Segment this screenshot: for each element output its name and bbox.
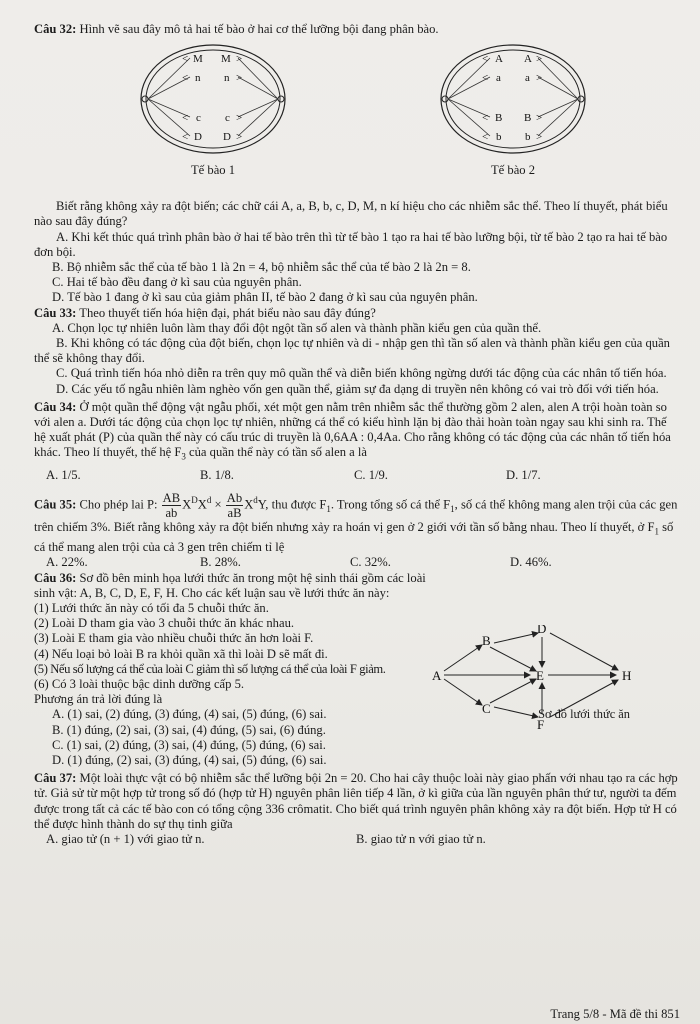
q36-prompt: Phương án trả lời đúng là <box>34 692 163 707</box>
fraction-1: $\frac{AB}{ab}$ <box>162 491 181 521</box>
svg-text:<: < <box>182 53 189 66</box>
q36-option-d[interactable]: D. (1) đúng, (2) sai, (3) đúng, (4) sai, (5) đúng, (6) sai. <box>52 752 327 767</box>
cell-2-figure <box>438 41 588 191</box>
svg-text:<: < <box>182 112 189 125</box>
node-f: F <box>537 716 545 732</box>
q36-statement-3: (3) Loài E tham gia vào nhiều chuỗi thức ăn hơn loài F. <box>34 631 314 646</box>
cell-2-chrom: a <box>525 72 530 85</box>
food-web-caption: Sơ đồ lưới thức ăn <box>538 706 630 721</box>
q36-option-c[interactable]: C. (1) sai, (2) đúng, (3) sai, (4) đúng, (5) đúng, (6) sai. <box>52 737 326 752</box>
svg-text:>: > <box>236 131 243 144</box>
cell-1-chrom: n <box>195 72 201 85</box>
q35-option-a[interactable]: A. 22%. <box>46 555 88 570</box>
q33-option-b[interactable]: B. Khi không có tác động của đột biến, chọn lọc tự nhiên và di - nhập gen thì tần số alen và thành phần kiểu gen của quần thể sẽ không thay đổi. <box>34 336 670 366</box>
q37-option-a[interactable]: A. giao tử (n + 1) với giao tử n. <box>46 831 205 846</box>
svg-text:<: < <box>182 131 189 144</box>
q36-option-a[interactable]: A. (1) sai, (2) đúng, (3) đúng, (4) sai, (5) đúng, (6) sai. <box>52 707 327 722</box>
q32-option-d[interactable]: D. Tế bào 1 đang ở kì sau của giảm phân II, tế bào 2 đang ở kì sau của nguyên phân. <box>52 290 478 305</box>
svg-text:>: > <box>236 53 243 66</box>
node-c: C <box>482 700 491 716</box>
q36-option-b[interactable]: B. (1) đúng, (2) sai, (3) sai, (4) đúng, (5) sai, (6) đúng. <box>52 722 326 737</box>
cell-2-chrom: b <box>525 131 531 144</box>
svg-text:<: < <box>482 112 489 125</box>
svg-text:>: > <box>536 112 543 125</box>
q32-option-c[interactable]: C. Hai tế bào đều đang ở kì sau của nguyên phân. <box>52 275 302 290</box>
cell-2-chrom: B <box>495 112 503 125</box>
q35-stem: Câu 35: Cho phép lai P: $\frac{AB}{ab}$ $X^DX^d$ × $\frac{Ab}{aB}$ $X^dY$, thu được $F_1$. Trong tổng số cá thể $F_1$, số cá thể không mang alen trội của các gen trên chiếm 3%. Biết rằng không xảy ra đột biến nhưng xảy ra hoán vị gen ở 2 giới với tần số bằng nhau. Theo lí thuyết, ở $F_1$ số cá thể mang alen trội của cả 3 gen trên chiếm tỉ lệ <box>34 491 678 555</box>
cell-2-chrom: B <box>524 112 532 125</box>
q32-option-a[interactable]: A. Khi kết thúc quá trình phân bào ở hai tế bào trên thì từ tế bào 1 tạo ra hai tế bào lưỡng bội, từ tế bào 2 tạo ra hai tế bào đơn bội. <box>34 229 668 259</box>
node-b: B <box>482 632 491 648</box>
q35-option-c[interactable]: C. 32%. <box>350 555 391 570</box>
svg-text:>: > <box>536 72 543 85</box>
cell-1-chrom: c <box>196 112 201 125</box>
q36-statement-2: (2) Loài D tham gia vào 3 chuỗi thức ăn khác nhau. <box>34 616 295 631</box>
cell-2-chrom: A <box>524 53 532 66</box>
q36-stem: Câu 36: Sơ đồ bên minh họa lưới thức ăn trong một hệ sinh thái gồm các loài sinh vật: A, B, C, D, E, F, H. Cho các kết luận sau về lưới thức ăn này: <box>34 570 426 600</box>
q34-stem: Câu 34: Ở một quần thể động vật ngẫu phối, xét một gen nằm trên nhiễm sắc thể thường gồm 2 alen, alen A trội hoàn toàn so với alen a. Dưới tác động của chọn lọc tự nhiên, những cá thể có kiểu hình lặn bị đào thải hoàn toàn ngay sau khi sinh ra. Thế hệ xuất phát (P) của quần thể này có cấu trúc di truyền là 0,6AA : 0,4Aa. Cho rằng không có tác động của các nhân tố tiến hóa khác. Theo lí thuyết, thế hệ $F_3$ của quần thể này có tần số alen a là <box>34 399 671 462</box>
cell-1-chrom: n <box>224 72 230 85</box>
cell-1-chrom: c <box>225 112 230 125</box>
fraction-2: $\frac{Ab}{aB}$ <box>226 491 243 521</box>
cell-1-chrom: M <box>193 53 203 66</box>
cell-2-chrom: b <box>496 131 502 144</box>
svg-text:<: < <box>482 53 489 66</box>
node-h: H <box>622 667 632 683</box>
svg-text:>: > <box>536 131 543 144</box>
q34-option-b[interactable]: B. 1/8. <box>200 468 234 483</box>
svg-text:<: < <box>482 131 489 144</box>
food-web-diagram <box>430 625 670 745</box>
q33-option-c[interactable]: C. Quá trình tiến hóa nhỏ diễn ra trên quy mô quần thể và diễn biến không ngừng dưới tác động của các nhân tố tiến hóa. <box>56 366 667 381</box>
q33-option-d[interactable]: D. Các yếu tố ngẫu nhiên làm nghèo vốn gen quần thể, giảm sự đa dạng di truyền nên không có vai trò đối với tiến hóa. <box>56 381 659 396</box>
q34-option-c[interactable]: C. 1/9. <box>354 468 388 483</box>
q34-option-a[interactable]: A. 1/5. <box>46 468 81 483</box>
cell-1-diagram <box>138 41 288 161</box>
q33-stem: Câu 33: Theo thuyết tiến hóa hiện đại, phát biểu nào sau đây đúng? <box>34 305 376 320</box>
q36-statement-6: (6) Có 3 loài thuộc bậc dinh dưỡng cấp 5. <box>34 676 245 691</box>
q32-stem: Câu 32: Hình vẽ sau đây mô tả hai tế bào ở hai cơ thể lưỡng bội đang phân bào. <box>34 22 439 36</box>
q32-intro: Biết rằng không xảy ra đột biến; các chữ cái A, a, B, b, c, D, M, n kí hiệu cho các nhiễm sắc thể. Theo lí thuyết, phát biểu nào sau đây đúng? <box>34 199 668 229</box>
q37-options <box>34 832 678 847</box>
q37-option-b[interactable]: B. giao tử n với giao tử n. <box>356 831 486 846</box>
cell-2-diagram <box>438 41 588 161</box>
svg-text:>: > <box>536 53 543 66</box>
q34-option-d[interactable]: D. 1/7. <box>506 468 541 483</box>
page-footer: Trang 5/8 - Mã đề thi 851 <box>550 1006 680 1021</box>
cell-1-chrom: D <box>194 131 202 144</box>
cell-1-figure <box>138 41 288 191</box>
q36-statement-4: (4) Nếu loại bỏ loài B ra khỏi quần xã thì loài D sẽ mất đi. <box>34 646 328 661</box>
cell-2-chrom: a <box>496 72 501 85</box>
q35-option-b[interactable]: B. 28%. <box>200 555 241 570</box>
node-a: A <box>432 667 442 683</box>
q34-options <box>34 468 678 483</box>
node-d: D <box>537 624 547 636</box>
q36-block <box>34 571 678 769</box>
q35-option-d[interactable]: D. 46%. <box>510 555 552 570</box>
q33-option-a[interactable]: A. Chọn lọc tự nhiên luôn làm thay đổi đột ngột tần số alen và thành phần kiểu gen của quần thể. <box>52 320 542 335</box>
svg-text:<: < <box>182 72 189 85</box>
q36-statement-1: (1) Lưới thức ăn này có tối đa 5 chuỗi thức ăn. <box>34 600 269 615</box>
svg-text:>: > <box>236 72 243 85</box>
q35-options <box>34 555 678 570</box>
cell-figures <box>34 41 678 191</box>
cell-2-caption: Tế bào 2 <box>490 163 536 178</box>
svg-text:<: < <box>482 72 489 85</box>
cell-2-chrom: A <box>495 53 503 66</box>
q37-stem: Câu 37: Một loài thực vật có bộ nhiễm sắc thể lưỡng bội 2n = 20. Cho hai cây thuộc loài này giao phấn với nhau tạo ra các hợp tử. Giả sử từ một hợp tử trong số đó (hợp tử H) nguyên phân liên tiếp 4 lần, ở kì giữa của lần nguyên phân thứ tư, người ta đếm được trong tất cả các tế bào con có tổng cộng 336 crômatit. Cho biết quá trình nguyên phân không xảy ra đột biến. Hợp tử H có thể được hình thành do sự thụ tinh giữa <box>34 771 678 831</box>
q36-statement-5: (5) Nếu số lượng cá thể của loài C giảm thì số lượng cá thể của loài F giảm. <box>34 661 386 676</box>
node-e: E <box>536 667 544 683</box>
q32-option-b[interactable]: B. Bộ nhiễm sắc thể của tế bào 1 là 2n = 4, bộ nhiễm sắc thể của tế bào 2 là 2n = 8. <box>52 260 471 275</box>
cell-1-chrom: D <box>223 131 231 144</box>
cell-1-caption: Tế bào 1 <box>190 163 236 178</box>
svg-text:>: > <box>236 112 243 125</box>
cell-1-chrom: M <box>221 53 231 66</box>
